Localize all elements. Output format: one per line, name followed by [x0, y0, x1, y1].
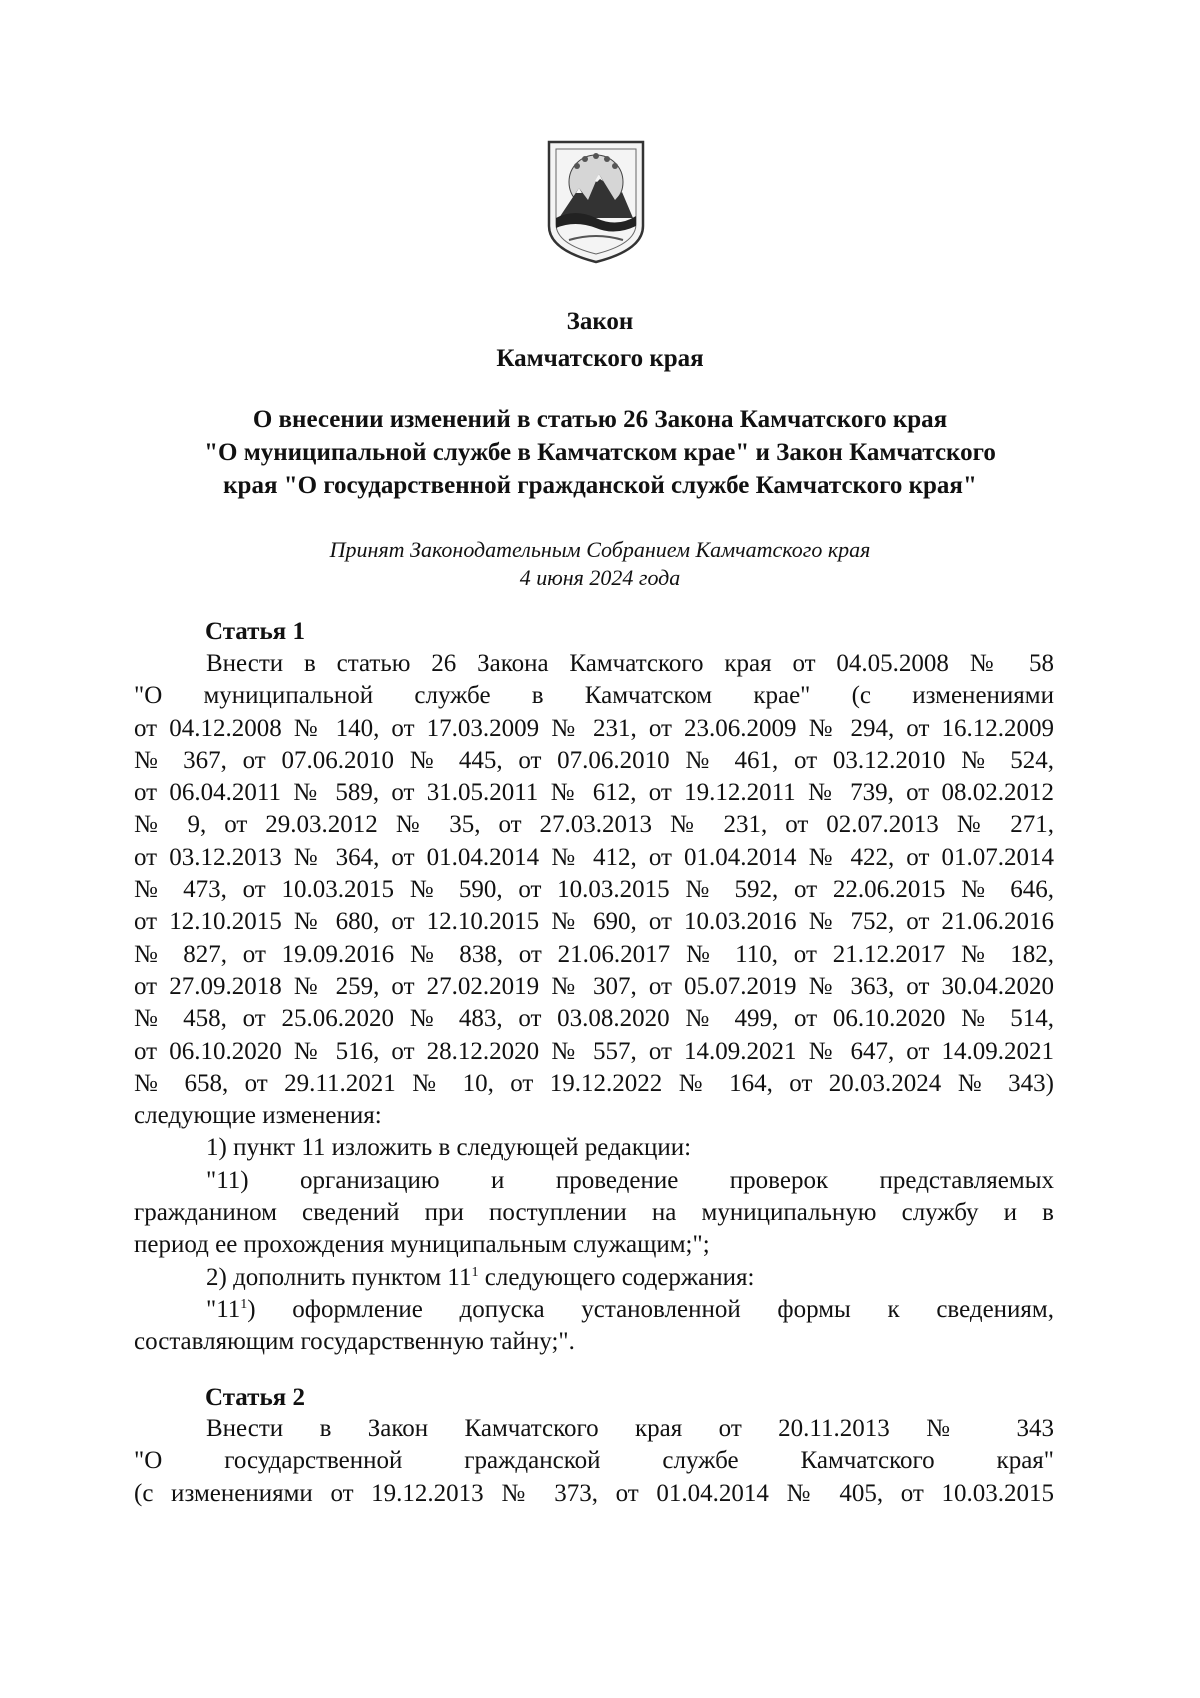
item-2-intro	[134, 1262, 1054, 1294]
law-title	[0, 303, 1200, 377]
article-1-heading: Статья 1	[205, 618, 305, 645]
kamchatka-coat-of-arms-emblem	[545, 138, 647, 266]
item-1-text-line: период ее прохождения муниципальным служащим;";	[134, 1231, 710, 1259]
item-2-intro-text: следующего содержания:	[478, 1263, 755, 1291]
text-line: Внести в статью 26 Закона Камчатского края от 04.05.2008 № 58	[206, 650, 1054, 677]
text-line: от 27.09.2018 № 259, от 27.02.2019 № 307, от 05.07.2019 № 363, от 30.04.2020	[134, 972, 1054, 1000]
article-2-body	[134, 1413, 1054, 1510]
law-subject-line: "О муниципальной службе в Камчатском крае" и Закон Камчатского	[204, 439, 996, 466]
text-line: от 12.10.2015 № 680, от 12.10.2015 № 690, от 10.03.2016 № 752, от 21.06.2016	[134, 908, 1054, 936]
law-subject-line: О внесении изменений в статью 26 Закона Камчатского края	[252, 406, 948, 433]
text-line: "О муниципальной службе в Камчатском крае" (с изменениями	[134, 682, 1054, 710]
law-subject-line: края "О государственной гражданской службе Камчатского края"	[223, 472, 977, 499]
text-line: № 473, от 10.03.2015 № 590, от 10.03.2015 № 592, от 22.06.2015 № 646,	[134, 876, 1054, 904]
item-2-text-line: составляющим государственную тайну;".	[134, 1328, 575, 1356]
text-line: следующие изменения:	[134, 1102, 382, 1130]
text-line: от 04.12.2008 № 140, от 17.03.2009 № 231, от 23.06.2009 № 294, от 16.12.2009	[134, 714, 1054, 742]
item-2-intro-text: 2) дополнить пунктом 11	[206, 1263, 472, 1291]
law-subject	[0, 403, 1200, 502]
text-line: "О государственной гражданской службе Камчатского края"	[134, 1447, 1054, 1475]
law-label: Закон	[566, 308, 634, 335]
region-name: Камчатского края	[496, 345, 704, 372]
text-line: (с изменениями от 19.12.2013 № 373, от 01.04.2014 № 405, от 10.03.2015	[134, 1479, 1054, 1507]
adoption-date: 4 июня 2024 года	[519, 565, 681, 590]
item-1-intro: 1) пункт 11 изложить в следующей редакции:	[206, 1134, 692, 1162]
text-line: Внести в Закон Камчатского края от 20.11.2013 № 343	[206, 1415, 1054, 1442]
text-line: от 06.04.2011 № 589, от 31.05.2011 № 612, от 19.12.2011 № 739, от 08.02.2012	[134, 779, 1054, 807]
text-line: от 06.10.2020 № 516, от 28.12.2020 № 557, от 14.09.2021 № 647, от 14.09.2021	[134, 1037, 1054, 1065]
article-2-heading: Статья 2	[205, 1384, 305, 1411]
item-1-text-line: "11) организацию и проведение проверок представляемых	[206, 1166, 1054, 1194]
text-line: № 9, от 29.03.2012 № 35, от 27.03.2013 № 231, от 02.07.2013 № 271,	[134, 811, 1054, 839]
item-1-text-line: гражданином сведений при поступлении на муниципальную службу и в	[134, 1199, 1054, 1227]
text-line: № 658, от 29.11.2021 № 10, от 19.12.2022 № 164, от 20.03.2024 № 343)	[134, 1069, 1054, 1097]
item-2-text: ) оформление допуска установленной формы к сведениям,	[247, 1295, 1054, 1323]
text-line: № 827, от 19.09.2016 № 838, от 21.06.2017 № 110, от 21.12.2017 № 182,	[134, 940, 1054, 968]
item-2-text: "11	[206, 1295, 241, 1323]
adoption-note	[0, 536, 1200, 592]
text-line: от 03.12.2013 № 364, от 01.04.2014 № 412, от 01.04.2014 № 422, от 01.07.2014	[134, 843, 1054, 871]
item-2-text-line	[134, 1294, 1054, 1326]
superscript: 1	[471, 1264, 479, 1280]
text-line: № 367, от 07.06.2010 № 445, от 07.06.2010 № 461, от 03.12.2010 № 524,	[134, 746, 1054, 774]
adoption-body: Принят Законодательным Собранием Камчатского края	[329, 537, 871, 562]
article-1-body	[134, 648, 1054, 1359]
superscript: 1	[240, 1296, 248, 1312]
text-line: № 458, от 25.06.2020 № 483, от 03.08.2020 № 499, от 06.10.2020 № 514,	[134, 1005, 1054, 1033]
